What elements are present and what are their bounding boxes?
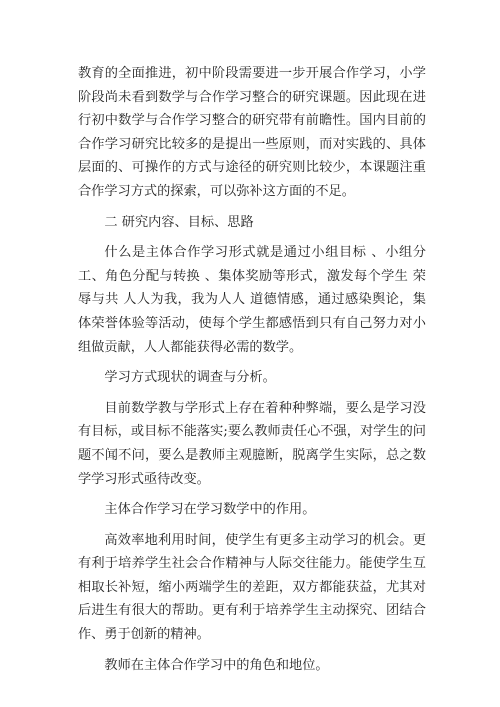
paragraph-cooperative-learning-definition: 什么是主体合作学习形式就是通过小组目标 、小组分工、角色分配与转换 、集体奖励等形式，激发每个学生 荣辱与共 人人为我，我为人人 道德情感，通过感染舆论，集体荣誉体验等活动，使每个学生都感悟到只有自己努力对小组做贡献，人人都能获得必需的数学。 bbox=[78, 245, 426, 355]
subheading-survey-analysis: 学习方式现状的调查与分析。 bbox=[104, 370, 276, 386]
document-page bbox=[78, 62, 426, 684]
paragraph-current-problems: 目前数学教与学形式上存在着种种弊端，要么是学习没有目标，或目标不能落实;要么教师责任心不强，对学生的问题不闻不问，要么是教师主观臆断，脱离学生实际，总之数学学习形式亟待改变。 bbox=[78, 400, 426, 487]
paragraph-benefits: 高效率地利用时间，使学生有更多主动学习的机会。更有利于培养学生社会合作精神与人际交往能力。能使学生互相取长补短，缩小两端学生的差距，双方都能获益，尤其对后进生有很大的帮助。更有利于培养学生主动探究、团结合作、勇于创新的精神。 bbox=[78, 532, 426, 643]
section-heading-research-content: 二 研究内容、目标、思路 bbox=[104, 214, 254, 230]
paragraph-intro-continued: 教育的全面推进，初中阶段需要进一步开展合作学习，小学阶段尚未看到数学与合作学习整合的研究课题。因此现在进行初中数学与合作学习整合的研究带有前瞻性。国内目前的合作学习研究比较多的是提出一些原则，而对实践的、具体层面的、可操作的方式与途径的研究则比较少，本课题注重合作学习方式的探索，可以弥补这方面的不足。 bbox=[78, 66, 426, 199]
subheading-teacher-role: 教师在主体合作学习中的角色和地位。 bbox=[104, 657, 329, 673]
subheading-role-of-cooperative-learning: 主体合作学习在学习数学中的作用。 bbox=[104, 502, 316, 518]
